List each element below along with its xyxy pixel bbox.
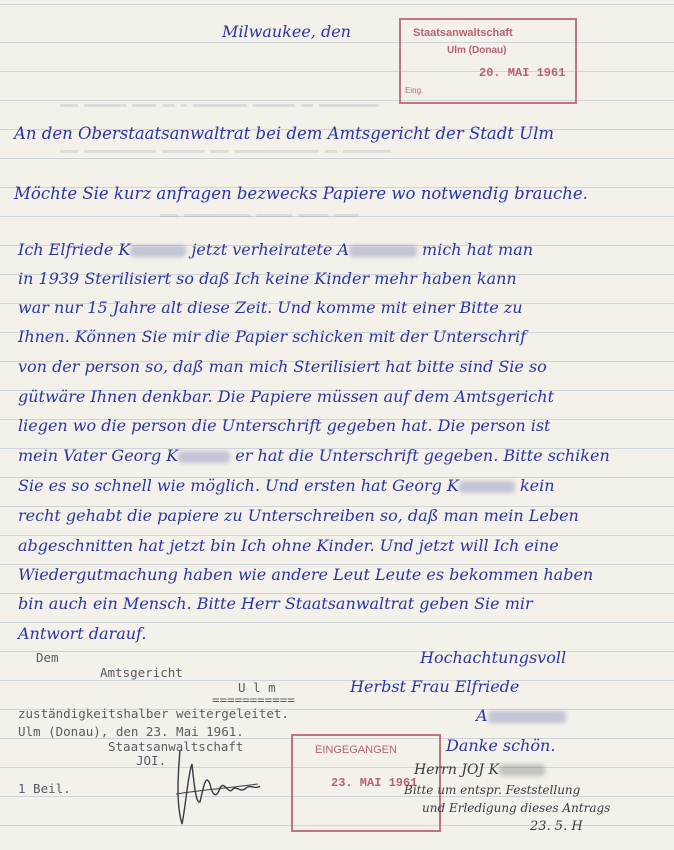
typed-underline: =========== bbox=[212, 692, 295, 707]
place-date-line: Milwaukee, den bbox=[222, 22, 351, 41]
body-line bbox=[18, 476, 555, 495]
show-through-text: ▬▬▬ ▬▬▬▬▬▬▬▬▬▬▬▬ ▬▬▬▬▬▬▬ ▬▬▬ ▬▬▬▬▬▬▬▬▬▬▬▬▬▬ ▬▬ ▬▬▬▬▬▬▬▬ bbox=[60, 146, 392, 157]
body-text: Sie es so schnell wie möglich. Und ersten hat Georg K bbox=[18, 476, 459, 495]
stamp-date: 20. MAI 1961 bbox=[479, 66, 566, 80]
body-text: kein bbox=[514, 476, 555, 495]
body-line bbox=[18, 240, 533, 259]
annotation-line bbox=[414, 762, 545, 778]
typed-court: Amtsgericht bbox=[100, 665, 183, 680]
redaction bbox=[499, 764, 545, 776]
thanks-line: Danke schön. bbox=[446, 736, 556, 755]
stamp-date: 23. MAI 1961 bbox=[331, 776, 418, 790]
typed-dem: Dem bbox=[36, 650, 59, 665]
body-line: liegen wo die person die Unterschrift gegeben hat. Die person ist bbox=[18, 416, 551, 435]
body-text: mein Vater Georg K bbox=[18, 446, 179, 465]
body-line: abgeschnitten hat jetzt bin Ich ohne Kinder. Und jetzt will Ich eine bbox=[18, 536, 559, 555]
typed-signer: JOI. bbox=[136, 753, 167, 768]
body-line: war nur 15 Jahre alt diese Zeit. Und komme mit einer Bitte zu bbox=[18, 298, 523, 317]
body-text: Ich Elfriede K bbox=[18, 240, 131, 259]
typed-enclosure: 1 Beil. bbox=[18, 781, 71, 796]
body-line bbox=[18, 446, 610, 465]
stamp-authority: Staatsanwaltschaft bbox=[413, 27, 513, 39]
body-text: er hat die Unterschrift gegeben. Bitte schiken bbox=[230, 446, 610, 465]
redaction bbox=[459, 481, 515, 493]
body-line: Antwort darauf. bbox=[18, 624, 147, 643]
stamp-city: Ulm (Donau) bbox=[447, 45, 507, 56]
show-through-text: ▬▬▬ ▬▬▬▬▬▬▬▬▬▬▬ ▬▬▬▬▬▬ ▬▬▬▬▬ ▬▬▬▬ bbox=[160, 210, 359, 221]
redaction bbox=[130, 245, 186, 257]
body-line: in 1939 Sterilisiert so daß Ich keine Kinder mehr haben kann bbox=[18, 269, 517, 288]
official-signature bbox=[170, 744, 266, 830]
body-text: jetzt verheiratete A bbox=[186, 240, 349, 259]
address-line: An den Oberstaatsanwaltrat bei dem Amtsgericht der Stadt Ulm bbox=[14, 124, 554, 143]
stamp-received-label: EINGEGANGEN bbox=[315, 744, 397, 756]
body-line: Ihnen. Können Sie mir die Papier schicken mit der Unterschrif bbox=[18, 327, 527, 346]
received-stamp-top bbox=[399, 18, 577, 104]
annotation-text: Herrn JOJ K bbox=[414, 762, 499, 778]
body-line: gütwäre Ihnen denkbar. Die Papiere müssen auf dem Amtsgericht bbox=[18, 387, 554, 406]
signature-surname bbox=[476, 706, 566, 725]
intro-line: Möchte Sie kurz anfragen bezwecks Papiere wo notwendig brauche. bbox=[14, 184, 588, 203]
redaction bbox=[488, 711, 566, 723]
stamp-received-label: Eing. bbox=[405, 86, 424, 95]
typed-office: Staatsanwaltschaft bbox=[108, 739, 244, 754]
body-line: Wiedergutmachung haben wie andere Leut Leute es bekommen haben bbox=[18, 565, 594, 584]
closing-salutation: Hochachtungsvoll bbox=[420, 648, 567, 667]
typed-city: U l m bbox=[238, 680, 276, 695]
typed-date-line: Ulm (Donau), den 23. Mai 1961. bbox=[18, 724, 244, 739]
body-text: mich hat man bbox=[416, 240, 534, 259]
body-line: von der person so, daß man mich Sterilisiert hat bitte sind Sie so bbox=[18, 357, 547, 376]
redaction bbox=[349, 245, 417, 257]
typed-forward-note: zuständigkeitshalber weitergeleitet. bbox=[18, 706, 289, 721]
signature-initial: A bbox=[476, 706, 488, 725]
annotation-date: 23. 5. H bbox=[530, 819, 583, 834]
signature-name: Herbst Frau Elfriede bbox=[350, 677, 520, 696]
redaction bbox=[178, 451, 230, 463]
body-line: recht gehabt die papiere zu Unterschreiben so, daß man mein Leben bbox=[18, 506, 579, 525]
annotation-line: Bitte um entspr. Feststellung bbox=[404, 783, 581, 797]
body-line: bin auch ein Mensch. Bitte Herr Staatsanwaltrat geben Sie mir bbox=[18, 594, 533, 613]
show-through-text: ▬▬▬ ▬▬▬▬▬▬▬ ▬▬▬▬ ▬▬ ▬ ▬▬▬▬▬▬▬▬▬ ▬▬▬▬▬▬▬ ▬▬ ▬▬▬▬▬▬▬▬▬▬ bbox=[60, 100, 380, 111]
annotation-line: und Erledigung dieses Antrags bbox=[422, 801, 611, 815]
